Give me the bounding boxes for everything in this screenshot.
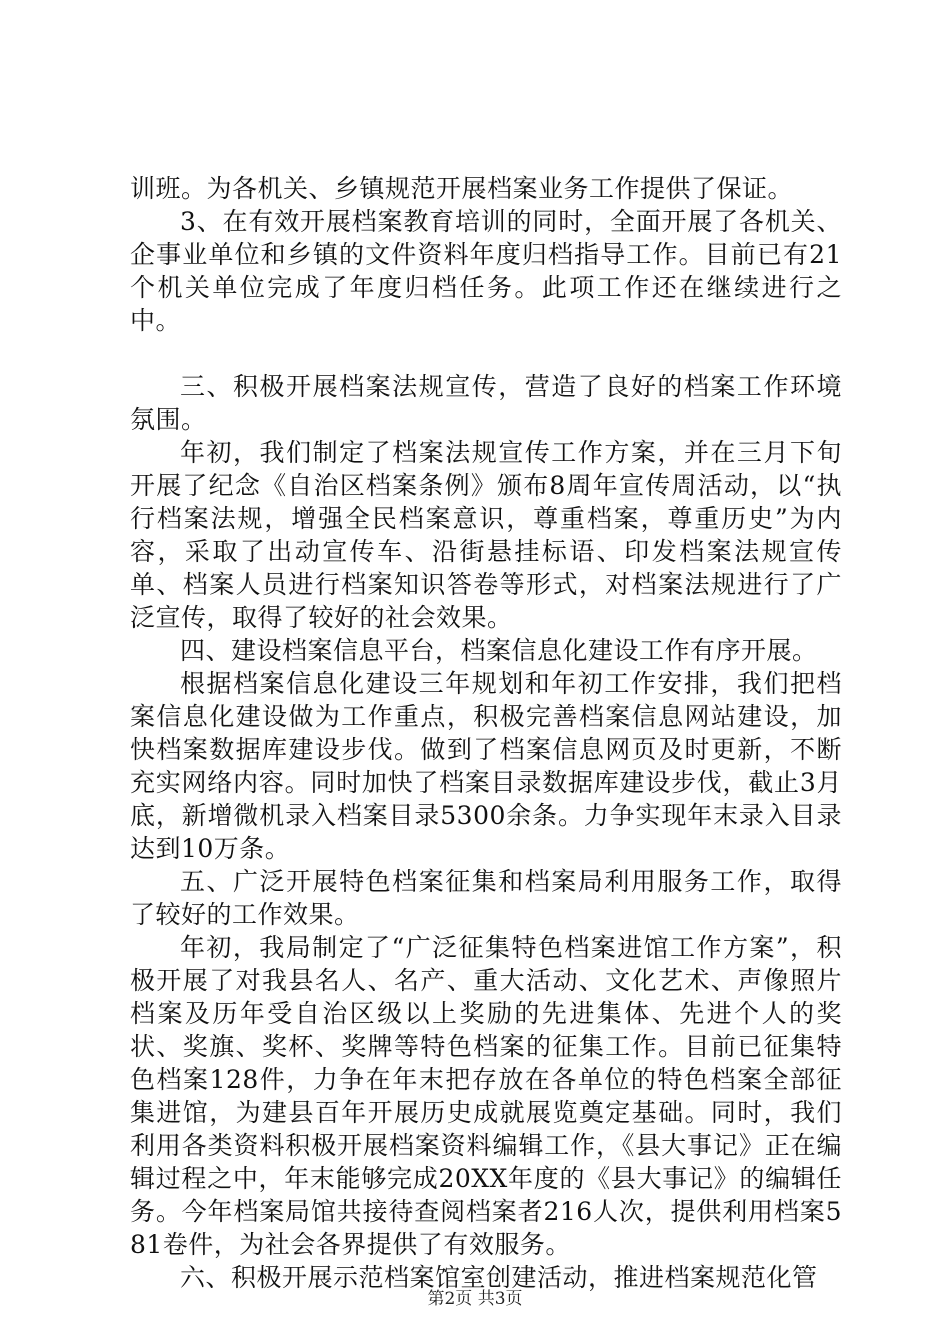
paragraph-section-3-body: 年初，我们制定了档案法规宣传工作方案，并在三月下旬开展了纪念《自治区档案条例》颁布8周年宣传周活动，以“执行档案法规，增强全民档案意识，尊重档案，尊重历史”为内容，采取了出动宣传车、沿街悬挂标语、印发档案法规宣传单、档案人员进行档案知识答卷等形式，对档案法规进行了广泛宣传，取得了较好的社会效果。 xyxy=(130,438,842,632)
section-heading-4: 四、建设档案信息平台，档案信息化建设工作有序开展。 xyxy=(180,636,818,665)
paragraph-continuation: 训班。为各机关、乡镇规范开展档案业务工作提供了保证。 xyxy=(130,174,794,203)
document-body xyxy=(130,172,842,1294)
page-number-footer: 第2页 共3页 xyxy=(427,1289,523,1309)
section-heading-5: 五、广泛开展特色档案征集和档案局利用服务工作，取得了较好的工作效果。 xyxy=(130,867,842,929)
paragraph-section-5-body: 年初，我局制定了“广泛征集特色档案进馆工作方案”，积极开展了对我县名人、名产、重大活动、文化艺术、声像照片档案及历年受自治区级以上奖励的先进集体、先进个人的奖状、奖旗、奖杯、奖牌等特色档案的征集工作。目前已征集特色档案128件，力争在年末把存放在各单位的特色档案全部征集进馆，为建县百年开展历史成就展览奠定基础。同时，我们利用各类资料积极开展档案资料编辑工作，《县大事记》正在编辑过程之中，年末能够完成20XX年度的《县大事记》的编辑任务。今年档案局馆共接待查阅档案者216人次，提供利用档案581卷件，为社会各界提供了有效服务。 xyxy=(130,933,842,1259)
section-heading-6: 六、积极开展示范档案馆室创建活动，推进档案规范化管 xyxy=(180,1263,818,1292)
paragraph-section-4-body: 根据档案信息化建设三年规划和年初工作安排，我们把档案信息化建设做为工作重点，积极完善档案信息网站建设，加快档案数据库建设步伐。做到了档案信息网页及时更新，不断充实网络内容。同时加快了档案目录数据库建设步伐，截止3月底，新增微机录入档案目录5300余条。力争实现年末录入目录达到10万条。 xyxy=(130,669,842,863)
section-heading-3: 三、积极开展档案法规宣传，营造了良好的档案工作环境氛围。 xyxy=(130,372,842,434)
paragraph-item-3: 3、在有效开展档案教育培训的同时，全面开展了各机关、企事业单位和乡镇的文件资料年度归档指导工作。目前已有21个机关单位完成了年度归档任务。此项工作还在继续进行之中。 xyxy=(130,207,842,335)
